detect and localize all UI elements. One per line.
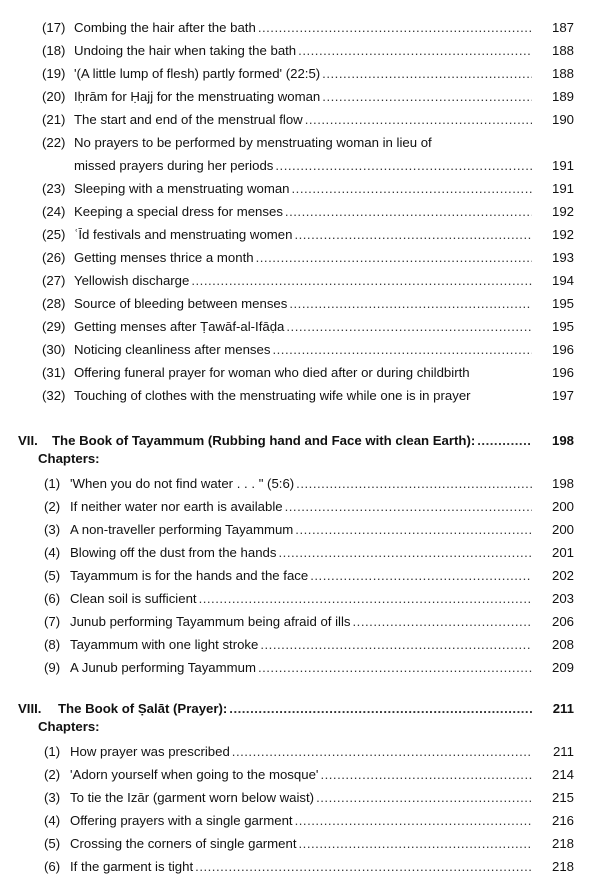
- entry-page-number: 200: [551, 522, 574, 537]
- entry-page-number: 218: [551, 859, 574, 874]
- entry-title: A non-traveller performing Tayammum: [70, 522, 294, 537]
- dot-leader: [279, 543, 533, 563]
- entry-title: Keeping a special dress for menses: [74, 204, 283, 219]
- entry-title-line: [70, 811, 532, 831]
- entry-number: (32): [42, 388, 66, 403]
- toc-entry-row: [0, 612, 600, 632]
- entry-number: VII.: [18, 433, 38, 448]
- entry-title: Sleeping with a menstruating woman: [74, 181, 290, 196]
- entry-page-number: 203: [551, 591, 574, 606]
- dot-leader: [285, 497, 532, 517]
- entry-title-line: [74, 386, 532, 406]
- entry-title-line: [74, 156, 532, 176]
- entry-page-number: 218: [551, 836, 574, 851]
- entry-page-number: 192: [551, 204, 574, 219]
- entry-page-number: 211: [552, 701, 574, 716]
- entry-number: (1): [44, 476, 61, 491]
- entry-number: (22): [42, 135, 66, 150]
- entry-page-number: 215: [551, 790, 574, 805]
- entry-title-line: [70, 589, 532, 609]
- entry-title: Offering funeral prayer for woman who died after or during childbirth: [74, 365, 470, 380]
- toc-entry-row: [0, 18, 600, 38]
- entry-title-line: [70, 658, 532, 678]
- entry-page-number: 196: [551, 342, 574, 357]
- dot-leader: [229, 699, 532, 719]
- entry-title-line: [70, 834, 532, 854]
- entry-title-line: [70, 612, 532, 632]
- toc-entry-row: [0, 133, 600, 153]
- entry-title-line: [74, 294, 532, 314]
- entry-number: (2): [44, 499, 61, 514]
- entry-title-line: [70, 474, 532, 494]
- toc-entry-row: [0, 363, 600, 383]
- entry-title: Tayammum is for the hands and the face: [70, 568, 309, 583]
- entry-title-line: [74, 248, 532, 268]
- entry-title-line: [74, 363, 532, 383]
- entry-title: Blowing off the dust from the hands: [70, 545, 277, 560]
- toc-entry-row: [0, 834, 600, 854]
- entry-title: To tie the Izār (garment worn below waist): [70, 790, 315, 805]
- toc-entry-row: [0, 742, 600, 762]
- dot-leader: [258, 18, 532, 38]
- entry-number: (24): [42, 204, 66, 219]
- toc-entry-row: [0, 635, 600, 655]
- toc-entry-row: [0, 765, 600, 785]
- entry-title: The Book of Tayammum (Rubbing hand and Face with clean Earth):: [52, 433, 476, 448]
- toc-entry-row: [0, 589, 600, 609]
- entry-title-line: [74, 317, 532, 337]
- toc-entry-row: [0, 340, 600, 360]
- entry-title-line: [74, 18, 532, 38]
- entry-number: (5): [44, 568, 61, 583]
- dot-leader: [296, 474, 532, 494]
- dot-leader: [477, 431, 532, 451]
- entry-title: Clean soil is sufficient: [70, 591, 197, 606]
- toc-entry-row: [0, 41, 600, 61]
- entry-title-line: [70, 520, 532, 540]
- entry-number: (21): [42, 112, 66, 127]
- entry-title: Getting menses after Ṭawāf-al-Ifāḍa: [74, 319, 285, 334]
- toc-entry-row: [0, 179, 600, 199]
- toc-entry-row: [0, 520, 600, 540]
- dot-leader: [292, 179, 532, 199]
- entry-page-number: 194: [551, 273, 574, 288]
- entry-page-number: 211: [552, 744, 574, 759]
- entry-number: (8): [44, 637, 61, 652]
- entry-number: (25): [42, 227, 66, 242]
- toc-entry-row: [0, 294, 600, 314]
- toc-entry-row: [0, 271, 600, 291]
- entry-title-line: [74, 87, 532, 107]
- dot-leader: [299, 834, 533, 854]
- entry-title-line: [70, 635, 532, 655]
- entry-number: (5): [44, 836, 61, 851]
- entry-page-number: 214: [551, 767, 574, 782]
- entry-title-line: [74, 64, 532, 84]
- dot-leader: [298, 41, 532, 61]
- entry-title: Junub performing Tayammum being afraid of ills: [70, 614, 351, 629]
- entry-title: If neither water nor earth is available: [70, 499, 283, 514]
- entry-number: (19): [42, 66, 66, 81]
- entry-title-line: [74, 41, 532, 61]
- dot-leader: [289, 294, 532, 314]
- entry-title-line: [70, 566, 532, 586]
- entry-number: (4): [44, 545, 61, 560]
- entry-number: (30): [42, 342, 66, 357]
- toc-entry-row: [0, 87, 600, 107]
- entry-title-line: [74, 271, 532, 291]
- entry-title: Crossing the corners of single garment: [70, 836, 297, 851]
- entry-page-number: 198: [551, 476, 574, 491]
- entry-page-number: 200: [551, 499, 574, 514]
- entry-title: Iḥrām for Ḥajj for the menstruating woman: [74, 89, 321, 104]
- entry-title: Offering prayers with a single garment: [70, 813, 293, 828]
- entry-page-number: 202: [551, 568, 574, 583]
- entry-title-line: [74, 133, 530, 153]
- entry-page-number: 189: [551, 89, 574, 104]
- entry-number: (2): [44, 767, 61, 782]
- entry-page-number: 187: [551, 20, 574, 35]
- toc-entry-row: [0, 699, 600, 719]
- chapters-label: Chapters:: [38, 451, 100, 466]
- toc-entry-row: [0, 566, 600, 586]
- dot-leader: [316, 788, 532, 808]
- dot-leader: [286, 317, 532, 337]
- entry-title: Touching of clothes with the menstruating wife while one is in prayer: [74, 388, 471, 403]
- entry-page-number: 192: [551, 227, 574, 242]
- entry-title: Undoing the hair when taking the bath: [74, 43, 297, 58]
- dot-leader: [272, 340, 532, 360]
- entry-title-line: [74, 110, 532, 130]
- entry-number: (6): [44, 591, 61, 606]
- entry-number: (28): [42, 296, 66, 311]
- toc-entry-row: [0, 317, 600, 337]
- entry-page-number: 193: [551, 250, 574, 265]
- entry-number: (23): [42, 181, 66, 196]
- entry-page-number: 216: [551, 813, 574, 828]
- chapters-label: Chapters:: [38, 719, 100, 734]
- entry-title-line: [74, 202, 532, 222]
- dot-leader: [322, 64, 532, 84]
- toc-entry-row: [0, 156, 600, 176]
- entry-title-line: [74, 179, 532, 199]
- toc-entry-row: [0, 431, 600, 451]
- dot-leader: [295, 811, 532, 831]
- dot-leader: [295, 520, 532, 540]
- dot-leader: [310, 566, 532, 586]
- dot-leader: [320, 765, 532, 785]
- entry-title: Noticing cleanliness after menses: [74, 342, 271, 357]
- entry-page-number: 198: [551, 433, 574, 448]
- entry-number: (3): [44, 522, 61, 537]
- toc-entry-row: [0, 202, 600, 222]
- dot-leader: [232, 742, 532, 762]
- entry-page-number: 197: [551, 388, 574, 403]
- entry-page-number: 191: [551, 181, 574, 196]
- entry-title-line: [70, 497, 532, 517]
- dot-leader: [294, 225, 532, 245]
- entry-number: (17): [42, 20, 66, 35]
- toc-entry-row: [0, 658, 600, 678]
- entry-page-number: 195: [551, 319, 574, 334]
- entry-title: 'When you do not find water . . . " (5:6): [70, 476, 295, 491]
- entry-title: missed prayers during her periods: [74, 158, 274, 173]
- entry-page-number: 201: [551, 545, 574, 560]
- entry-page-number: 191: [551, 158, 574, 173]
- toc-entry-row: [0, 248, 600, 268]
- entry-title-line: [70, 857, 532, 877]
- entry-number: (1): [44, 744, 61, 759]
- entry-title-line: [52, 431, 532, 451]
- entry-number: (4): [44, 813, 61, 828]
- dot-leader: [322, 87, 532, 107]
- entry-title: '(A little lump of flesh) partly formed' (22:5): [74, 66, 321, 81]
- entry-title: Yellowish discharge: [74, 273, 190, 288]
- dot-leader: [260, 635, 532, 655]
- entry-number: (9): [44, 660, 61, 675]
- entry-title: The Book of Ṣalāt (Prayer):: [58, 701, 228, 716]
- entry-title-line: [70, 765, 532, 785]
- toc-entry-row: [0, 497, 600, 517]
- entry-page-number: 196: [551, 365, 574, 380]
- entry-number: VIII.: [18, 701, 42, 716]
- toc-entry-row: [0, 64, 600, 84]
- entry-number: (31): [42, 365, 66, 380]
- entry-page-number: 209: [551, 660, 574, 675]
- entry-title: The start and end of the menstrual flow: [74, 112, 303, 127]
- entry-number: (7): [44, 614, 61, 629]
- entry-title-line: [74, 225, 532, 245]
- toc-entry-row: [0, 788, 600, 808]
- entry-title: A Junub performing Tayammum: [70, 660, 256, 675]
- entry-page-number: 188: [551, 66, 574, 81]
- entry-title: Tayammum with one light stroke: [70, 637, 259, 652]
- entry-title-line: [74, 340, 532, 360]
- entry-title-line: [70, 742, 532, 762]
- entry-page-number: 195: [551, 296, 574, 311]
- entry-page-number: 190: [551, 112, 574, 127]
- entry-title-line: [70, 788, 532, 808]
- entry-title: If the garment is tight: [70, 859, 194, 874]
- dot-leader: [305, 110, 532, 130]
- toc-entry-row: [0, 811, 600, 831]
- entry-number: (27): [42, 273, 66, 288]
- page-header-mark: [256, 0, 286, 2]
- toc-entry-row: [0, 543, 600, 563]
- dot-leader: [195, 857, 532, 877]
- dot-leader: [353, 612, 533, 632]
- dot-leader: [285, 202, 532, 222]
- toc-entry-row: [0, 857, 600, 877]
- entry-title: How prayer was prescribed: [70, 744, 230, 759]
- dot-leader: [258, 658, 532, 678]
- entry-number: (3): [44, 790, 61, 805]
- entry-page-number: 206: [551, 614, 574, 629]
- entry-title: Getting menses thrice a month: [74, 250, 254, 265]
- entry-title: Source of bleeding between menses: [74, 296, 288, 311]
- entry-title-line: [58, 699, 532, 719]
- entry-title: Combing the hair after the bath: [74, 20, 256, 35]
- dot-leader: [191, 271, 532, 291]
- entry-title-line: [70, 543, 532, 563]
- entry-title: 'Adorn yourself when going to the mosque': [70, 767, 319, 782]
- dot-leader: [256, 248, 532, 268]
- entry-title: ʿĪd festivals and menstruating women: [74, 227, 293, 242]
- toc-entry-row: [0, 110, 600, 130]
- dot-leader: [275, 156, 532, 176]
- entry-page-number: 208: [551, 637, 574, 652]
- entry-number: (29): [42, 319, 66, 334]
- toc-entry-row: [0, 386, 600, 406]
- dot-leader: [199, 589, 532, 609]
- entry-title: No prayers to be performed by menstruating woman in lieu of: [74, 135, 432, 150]
- entry-number: (20): [42, 89, 66, 104]
- entry-page-number: 188: [551, 43, 574, 58]
- entry-number: (26): [42, 250, 66, 265]
- toc-entry-row: [0, 225, 600, 245]
- toc-entry-row: [0, 474, 600, 494]
- entry-number: (6): [44, 859, 61, 874]
- entry-number: (18): [42, 43, 66, 58]
